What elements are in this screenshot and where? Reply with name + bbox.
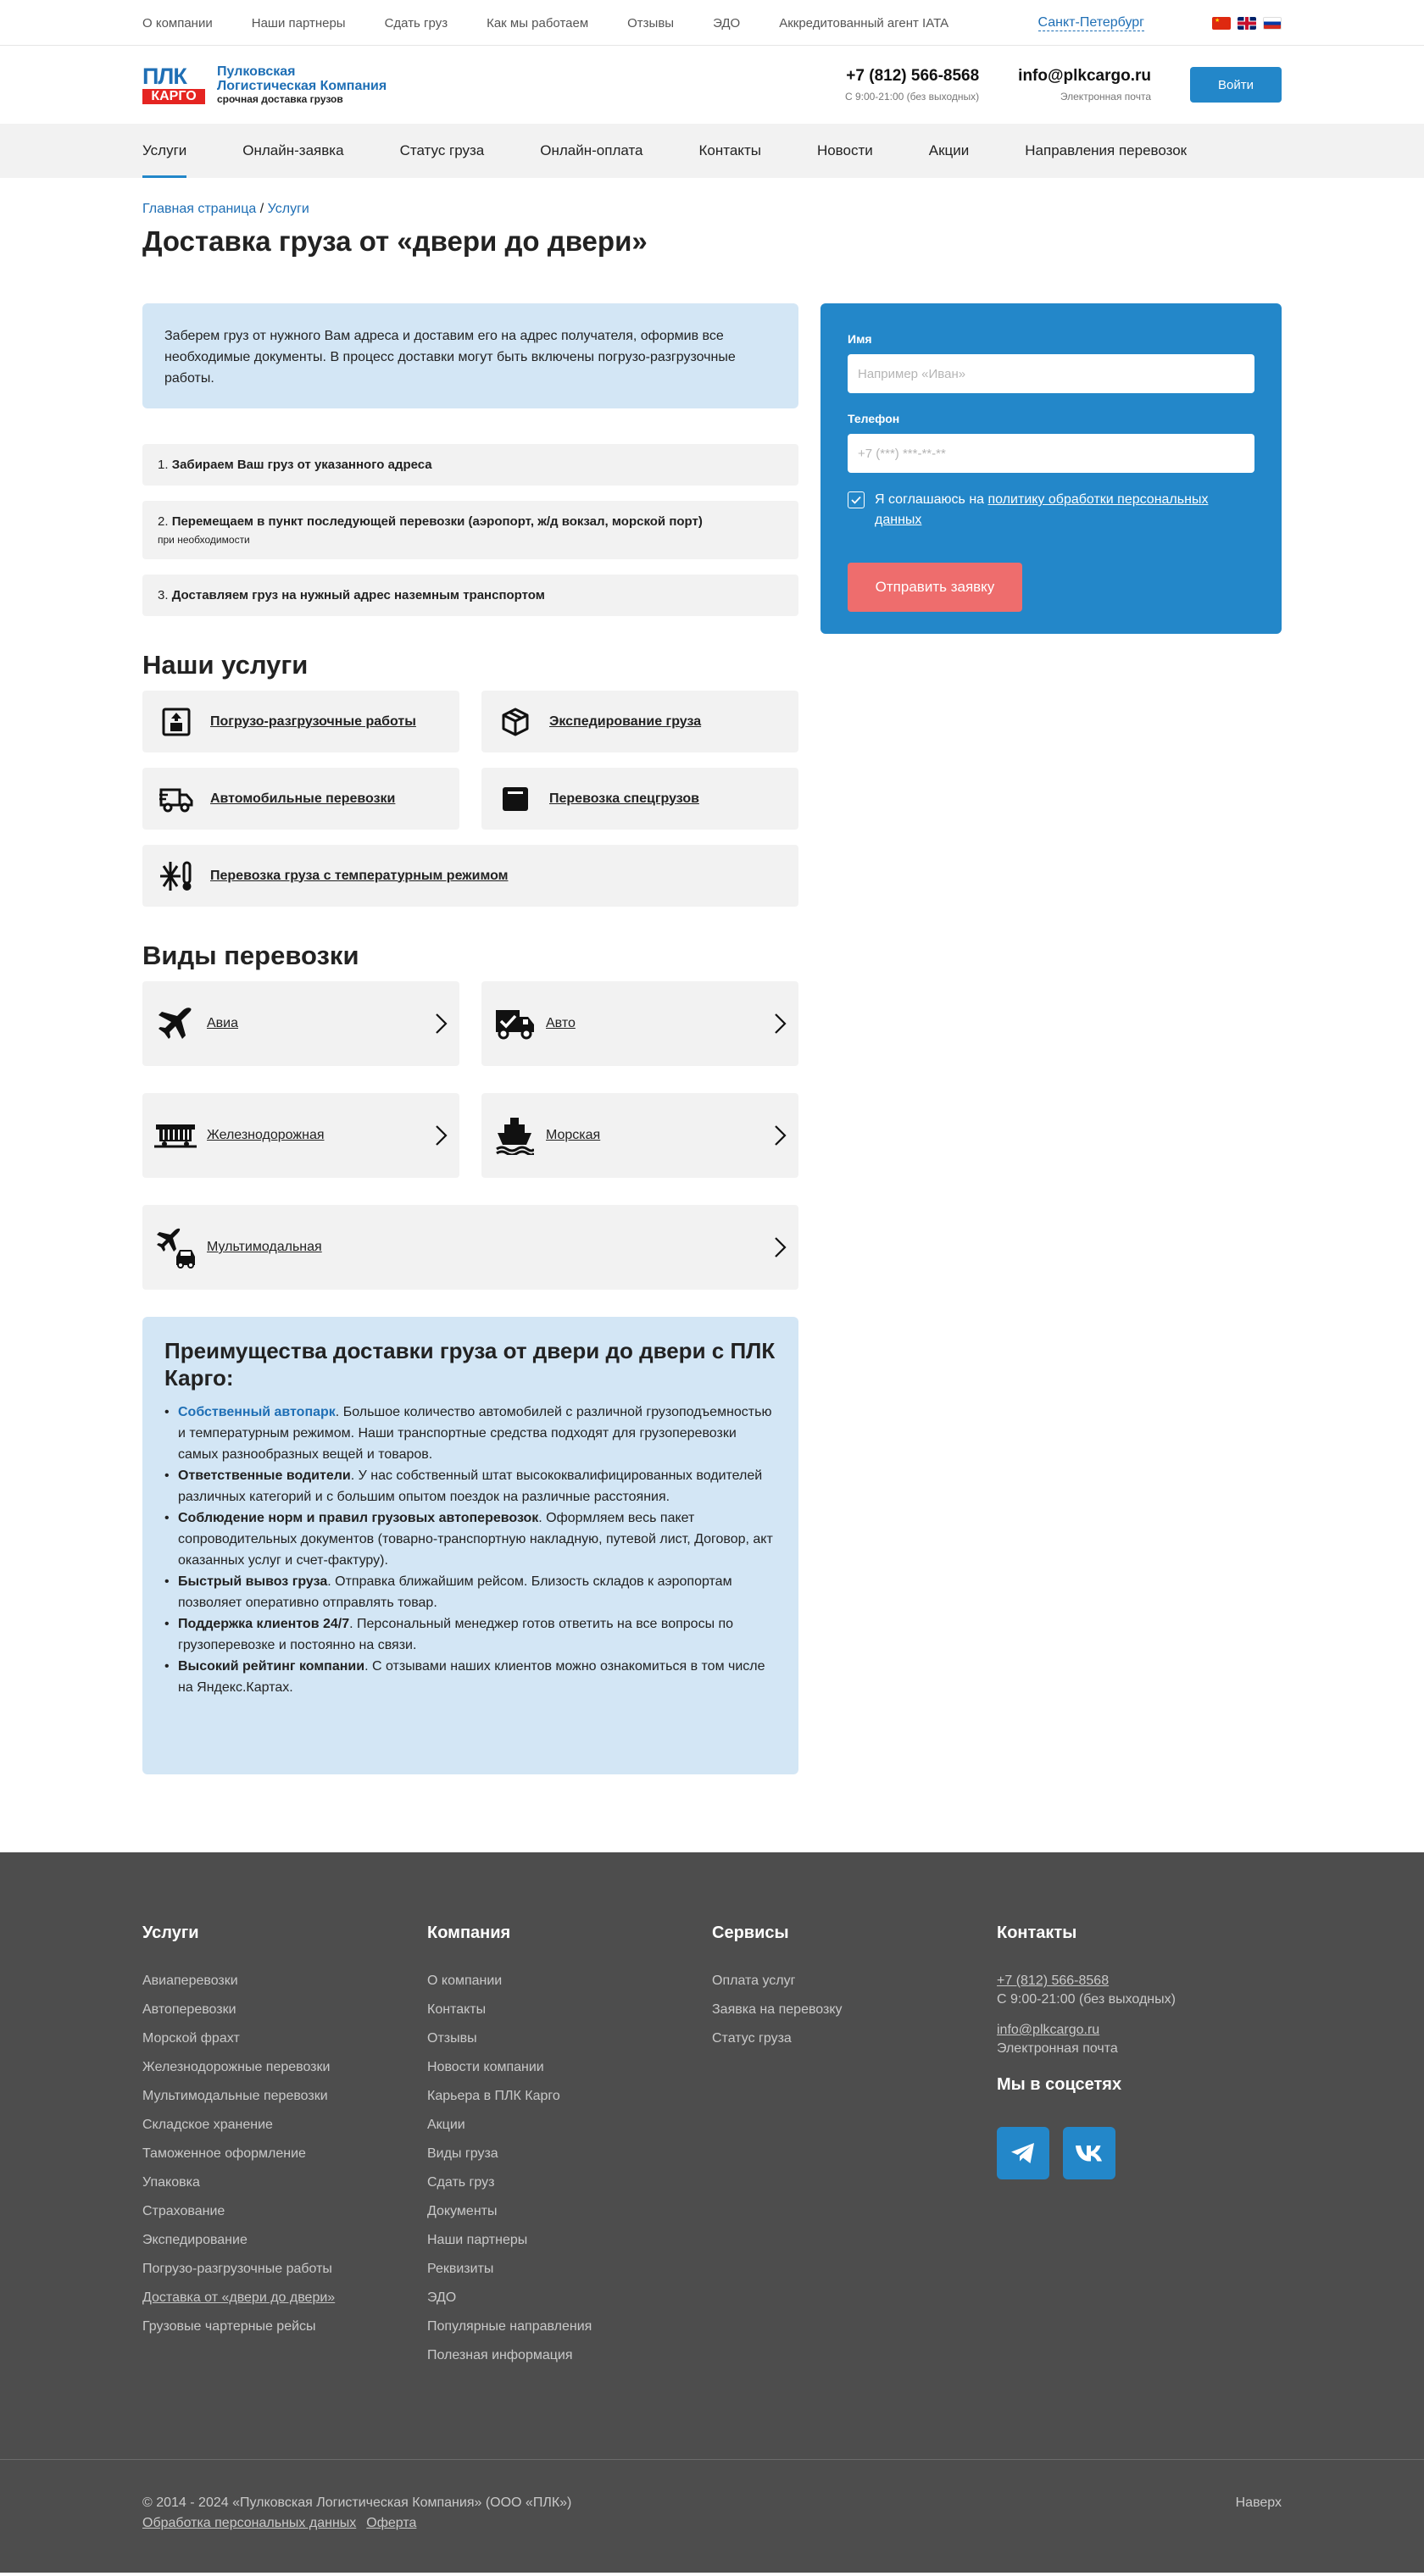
footer-link[interactable]: Документы [427,2204,498,2218]
main-content [142,303,1282,1774]
step-text: Перемещаем в пункт последующей перевозки (аэропорт, ж/д вокзал, морской порт) [171,514,703,529]
nav-online-payment[interactable]: Онлайн-оплата [540,142,643,158]
logo-line-3: срочная доставка грузов [217,93,343,105]
submit-button[interactable]: Отправить заявку [848,563,1022,612]
footer-link[interactable]: Наши партнеры [427,2233,528,2247]
breadcrumb-home[interactable]: Главная страница [142,202,257,216]
name-input[interactable] [848,354,1254,393]
type-label: Мультимодальная [207,1240,322,1254]
russia-flag-icon[interactable] [1263,17,1282,30]
footer-link[interactable]: Заявка на перевозку [712,2002,843,2017]
footer-link[interactable]: Полезная информация [427,2348,573,2362]
agreement [848,490,1254,530]
step-number: 2. [158,514,172,529]
advantage-text: . С отзывами наших клиентов можно ознакомиться в том числе на Яндекс.Картах. [178,1659,765,1695]
footer-link[interactable]: Контакты [427,2002,487,2017]
plane-icon [154,1002,197,1045]
page-title: Доставка груза от «двери до двери» [142,225,648,257]
package-icon [497,703,534,741]
nav-services[interactable]: Услуги [142,124,186,178]
left-column [142,303,798,1774]
auto-icon [493,1002,536,1045]
top-link-about[interactable]: О компании [142,15,213,31]
advantage-text: . Оформляем весь пакет сопроводительных документов (товарно-транспортную накладную, путевой лист, Договор, акт оказанных услуг и счет-фактуру). [178,1511,773,1568]
logo-mark [142,65,205,104]
footer-bottom [0,2459,1424,2573]
social-title: Мы в соцсетях [997,2075,1122,2094]
advantage-bold: Высокий рейтинг компании [178,1659,365,1674]
header-phone-block [845,67,979,103]
footer-link[interactable]: Страхование [142,2204,225,2218]
advantage-text: . Отправка ближайшим рейсом. Близость складов к аэропортам позволяет оперативно отправлять товар. [178,1574,732,1610]
advantage-item [164,1613,776,1656]
truck-icon [158,780,195,818]
service-label: Перевозка груза с температурным режимом [210,868,509,883]
nav-online-order[interactable]: Онлайн-заявка [242,142,344,158]
type-rail[interactable] [142,1093,459,1178]
advantage-text: . Большое количество автомобилей с различной грузоподъемностью и температурным режимом. Наши транспортные средства подходят для грузоперевозки самых разнообразных вещей и товаров. [178,1405,772,1462]
right-column [820,303,1282,1774]
footer-link-current[interactable]: Доставка от «двери до двери» [142,2290,336,2305]
logo-mark-bottom: КАРГО [142,89,205,104]
back-to-top-link[interactable]: Наверх [1235,2496,1282,2510]
footer-tools-title: Сервисы [712,1924,789,1942]
footer-link[interactable]: Таможенное оформление [142,2146,306,2161]
uk-flag-icon[interactable] [1238,17,1256,30]
top-link-send-cargo[interactable]: Сдать груз [384,15,448,31]
footer-contacts [997,1924,1282,2377]
header-phone-hours: С 9:00-21:00 (без выходных) [844,91,980,103]
type-multimodal[interactable] [142,1205,798,1290]
footer [0,1852,1424,2459]
agreement-checkbox[interactable] [848,491,865,508]
chevron-right-icon [434,1013,448,1035]
type-air[interactable] [142,981,459,1066]
footer-link[interactable]: Грузовые чартерные рейсы [142,2319,316,2334]
vk-button[interactable] [1063,2127,1115,2179]
advantage-item [164,1507,776,1571]
copyright: © 2014 - 2024 «Пулковская Логистическая Компания» (ООО «ПЛК») [142,2496,572,2510]
footer-link[interactable]: Отзывы [427,2031,477,2046]
footer-link[interactable]: Мультимодальные перевозки [142,2089,328,2103]
offer-link[interactable]: Оферта [366,2516,417,2530]
footer-link[interactable]: Железнодорожные перевозки [142,2060,331,2074]
privacy-policy-link[interactable]: политику обработки персональных данных [875,492,1209,527]
privacy-link[interactable]: Обработка персональных данных [142,2516,357,2530]
footer-link[interactable]: Экспедирование [142,2233,248,2247]
advantage-text: . Персональный менеджер готов ответить на все вопросы по грузоперевозке и постоянно на связи. [178,1617,734,1652]
footer-link[interactable]: Популярные направления [427,2319,592,2334]
footer-link[interactable]: Акции [427,2118,465,2132]
main-nav [0,124,1424,178]
nav-contacts[interactable]: Контакты [698,142,761,158]
service-label: Погрузо-разгрузочные работы [210,713,416,729]
footer-link[interactable]: Упаковка [142,2175,200,2190]
breadcrumb [142,202,1282,217]
top-links [142,16,987,31]
check-icon [851,496,861,504]
phone-label: Телефон [848,412,900,425]
advantage-item [164,1402,776,1465]
service-loading[interactable] [142,691,459,752]
advantage-bold: Быстрый вывоз груза [178,1574,328,1589]
header-email-label: Электронная почта [1060,91,1151,103]
header [0,46,1424,124]
service-label: Автомобильные перевозки [210,791,396,806]
telegram-icon [1010,2142,1036,2164]
logo-text [217,64,387,105]
footer-link[interactable]: Морской фрахт [142,2031,240,2046]
step-text: Доставляем груз на нужный адрес наземным транспортом [171,588,545,602]
top-bar [0,0,1424,46]
header-email[interactable]: info@plkcargo.ru [1018,67,1151,85]
footer-link[interactable]: Карьера в ПЛК Карго [427,2089,560,2103]
advantage-item [164,1465,776,1507]
top-link-iata[interactable]: Аккредитованный агент IATA [779,15,949,31]
temperature-icon [158,858,195,895]
china-flag-icon[interactable] [1212,17,1231,30]
header-phone[interactable]: +7 (812) 566-8568 [846,67,980,85]
step-3 [142,575,798,616]
type-label: Авиа [207,1016,239,1030]
advantage-text: . У нас собственный штат высококвалифицированных водителей различных категорий и с большим опытом поездок на различные расстояния. [178,1468,763,1504]
type-sea[interactable] [481,1093,798,1178]
footer-email[interactable]: info@plkcargo.ru [997,2023,1100,2037]
language-switcher [1212,17,1282,30]
logo-line-1: Пулковская [217,64,296,79]
legal [142,2496,571,2531]
footer-link[interactable]: Авиаперевозки [142,1974,238,1988]
footer-company [427,1924,712,2377]
logo-line-2: Логистическая Компания [217,79,387,93]
advantages-title: Преимущества доставки груза от двери до двери с ПЛК Карго: [164,1338,776,1391]
transport-types-grid [142,981,798,1290]
logo-mark-top: ПЛК [142,64,186,89]
footer-services-title: Услуги [142,1924,199,1942]
city-selector[interactable]: Санкт-Петербург [1037,14,1144,30]
chevron-right-icon [434,1124,448,1146]
footer-link[interactable]: ЭДО [427,2290,457,2305]
loading-icon [158,703,195,741]
breadcrumb-current[interactable]: Услуги [267,202,309,216]
advantage-bold: Ответственные водители [178,1468,351,1483]
request-form [820,303,1282,634]
footer-link[interactable]: Сдать груз [427,2175,495,2190]
breadcrumb-separator: / [256,202,268,216]
service-auto-transport[interactable] [142,768,459,830]
nav-news[interactable]: Новости [816,142,873,158]
login-button[interactable]: Войти [1190,67,1282,103]
top-link-reviews[interactable]: Отзывы [627,15,675,31]
agreement-text [875,490,1254,530]
services-grid [142,691,798,907]
footer-company-title: Компания [427,1924,511,1942]
legal-links [142,2516,571,2531]
type-label: Железнодорожная [207,1128,325,1142]
multimodal-icon [154,1226,197,1269]
step-number: 3. [158,588,172,602]
step-1 [142,444,798,486]
type-auto[interactable] [481,981,798,1066]
top-link-how-we-work[interactable]: Как мы работаем [487,15,589,31]
rail-icon [154,1114,197,1157]
service-label: Экспедирование груза [549,713,702,729]
footer-link[interactable]: Реквизиты [427,2262,494,2276]
services-title: Наши услуги [142,650,309,680]
footer-link[interactable]: Виды груза [427,2146,498,2161]
type-label: Авто [546,1016,576,1030]
top-link-edo[interactable]: ЭДО [713,15,741,31]
step-2 [142,501,798,559]
footer-hours: С 9:00-21:00 (без выходных) [997,1992,1176,2007]
special-cargo-icon [497,780,534,818]
nav-directions[interactable]: Направления перевозок [1025,142,1188,158]
nav-cargo-status[interactable]: Статус груза [399,142,485,158]
telegram-button[interactable] [997,2127,1049,2179]
intro-box: Заберем груз от нужного Вам адреса и доставим его на адрес получателя, оформив все необходимые документы. В процесс доставки могут быть включены погрузо-разгрузочные работы. [142,303,798,408]
advantage-link[interactable]: Собственный автопарк [178,1405,336,1419]
advantage-bold: Поддержка клиентов 24/7 [178,1617,350,1631]
footer-link[interactable]: Складское хранение [142,2118,273,2132]
chevron-right-icon [773,1236,787,1258]
footer-link[interactable]: Новости компании [427,2060,544,2074]
types-title: Виды перевозки [142,941,359,970]
advantage-item [164,1571,776,1613]
type-label: Морская [546,1128,601,1142]
footer-tools [712,1924,997,2377]
social-links [997,2127,1282,2179]
footer-link[interactable]: Оплата услуг [712,1974,796,1988]
footer-link[interactable]: О компании [427,1974,503,1988]
advantages-list [164,1402,776,1698]
service-temperature[interactable] [142,845,798,907]
chevron-right-icon [773,1124,787,1146]
step-text: Забираем Ваш груз от указанного адреса [171,458,432,472]
service-label: Перевозка спецгрузов [549,791,699,806]
vk-icon [1075,2144,1104,2162]
header-email-block [1018,67,1151,103]
advantage-bold: Соблюдение норм и правил грузовых автоперевозок [178,1511,539,1525]
footer-phone[interactable]: +7 (812) 566-8568 [997,1974,1110,1988]
advantage-item [164,1656,776,1698]
nav-promotions[interactable]: Акции [928,142,970,158]
agreement-prefix: Я соглашаюсь на [875,492,988,507]
service-special-cargo[interactable] [481,768,798,830]
name-label: Имя [848,332,872,346]
ship-icon [493,1114,536,1157]
logo[interactable] [142,64,387,105]
footer-email-label: Электронная почта [997,2041,1118,2056]
footer-services [142,1924,427,2377]
advantages-box [142,1317,798,1774]
top-link-partners[interactable]: Наши партнеры [251,15,346,31]
chevron-right-icon [773,1013,787,1035]
footer-link[interactable]: Автоперевозки [142,2002,236,2017]
footer-contacts-title: Контакты [997,1924,1077,1942]
footer-link[interactable]: Погрузо-разгрузочные работы [142,2262,332,2276]
phone-input[interactable] [848,434,1254,473]
step-subtext: при необходимости [158,534,250,546]
step-number: 1. [158,458,172,472]
footer-link[interactable]: Статус груза [712,2031,792,2046]
service-forwarding[interactable] [481,691,798,752]
